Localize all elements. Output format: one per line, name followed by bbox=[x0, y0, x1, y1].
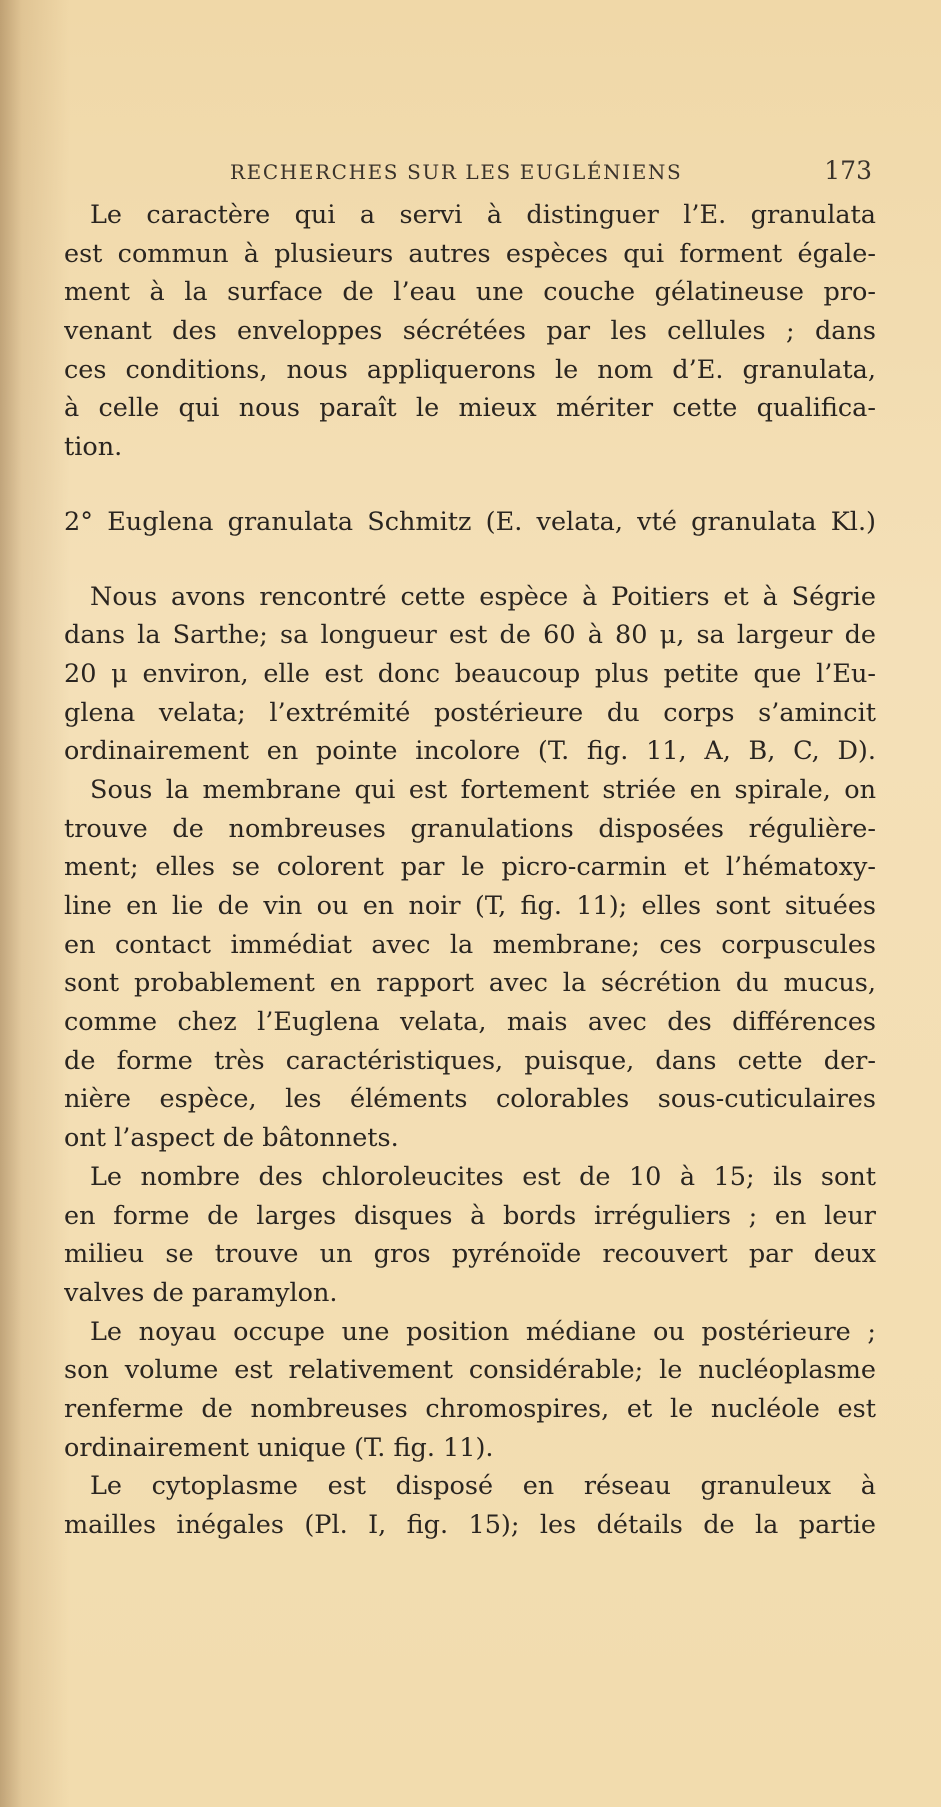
text-line: ment à la surface de l’eau une couche gélatineuse pro- bbox=[64, 277, 876, 308]
text-line: son volume est relativement considérable; le nucléoplasme bbox=[64, 1355, 876, 1386]
paragraph-gap bbox=[64, 467, 876, 503]
text-line: Le caractère qui a servi à distinguer l’E. granulata bbox=[90, 200, 876, 230]
text-line: Le nombre des chloroleucites est de 10 à 15; ils sont bbox=[90, 1161, 876, 1192]
running-title: RECHERCHES SUR LES EUGLÉNIENS bbox=[230, 160, 683, 184]
paragraph-1 bbox=[64, 196, 876, 467]
paragraph-2 bbox=[64, 578, 876, 771]
text-line: ces conditions, nous appliquerons le nom d’E. granulata, bbox=[64, 354, 876, 385]
text-line: milieu se trouve un gros pyrénoïde recouvert par deux bbox=[64, 1239, 876, 1270]
text-line: ordinairement unique (T. fig. 11). bbox=[64, 1432, 494, 1463]
paragraph-3 bbox=[64, 771, 876, 1158]
body-text bbox=[64, 196, 876, 1545]
text-line: renferme de nombreuses chromospires, et le nucléole est bbox=[64, 1393, 876, 1424]
text-line: valves de paramylon. bbox=[64, 1277, 338, 1308]
text-line: 20 μ environ, elle est donc beaucoup plus petite que l’Eu- bbox=[64, 658, 876, 689]
text-line: Nous avons rencontré cette espèce à Poitiers et à Ségrie bbox=[90, 581, 876, 612]
text-line: comme chez l’Euglena velata, mais avec des différences bbox=[64, 1007, 876, 1038]
text-line: est commun à plusieurs autres espèces qui forment égale- bbox=[64, 238, 876, 269]
paragraph-gap bbox=[64, 542, 876, 578]
section-heading: 2° Euglena granulata Schmitz (E. velata, vté granulata Kl.) bbox=[64, 506, 876, 537]
text-line: line en lie de vin ou en noir (T, fig. 11); elles sont situées bbox=[64, 891, 876, 921]
text-line: ordinairement en pointe incolore (T. fig. 11, A, B, C, D). bbox=[64, 736, 876, 767]
text-line: ment; elles se colorent par le picro-carmin et l’hématoxy- bbox=[64, 852, 876, 883]
text-line: Le cytoplasme est disposé en réseau granuleux à bbox=[90, 1471, 876, 1502]
text-line: glena velata; l’extrémité postérieure du corps s’amincit bbox=[64, 697, 876, 728]
text-line: en contact immédiat avec la membrane; ces corpuscules bbox=[64, 929, 876, 960]
text-line: nière espèce, les éléments colorables sous-cuticulaires bbox=[64, 1084, 876, 1115]
text-line: mailles inégales (Pl. I, fig. 15); les détails de la partie bbox=[64, 1510, 876, 1540]
page-number: 173 bbox=[824, 156, 872, 185]
text-line: trouve de nombreuses granulations disposées régulière- bbox=[64, 813, 876, 844]
text-line: en forme de larges disques à bords irréguliers ; en leur bbox=[64, 1200, 876, 1231]
text-line: de forme très caractéristiques, puisque, dans cette der- bbox=[64, 1045, 876, 1076]
text-line: à celle qui nous paraît le mieux mériter cette qualifica- bbox=[64, 393, 876, 424]
text-line: tion. bbox=[64, 432, 123, 463]
text-line: sont probablement en rapport avec la sécrétion du mucus, bbox=[64, 968, 876, 999]
text-line: dans la Sarthe; sa longueur est de 60 à 80 μ, sa largeur de bbox=[64, 620, 876, 651]
text-line: Le noyau occupe une position médiane ou postérieure ; bbox=[90, 1316, 876, 1347]
running-head bbox=[62, 156, 872, 186]
paragraph-4 bbox=[64, 1158, 876, 1313]
paragraph-6 bbox=[64, 1467, 876, 1544]
text-line: ont l’aspect de bâtonnets. bbox=[64, 1123, 399, 1154]
text-line: Sous la membrane qui est fortement striée en spirale, on bbox=[90, 774, 876, 805]
paragraph-5 bbox=[64, 1313, 876, 1468]
text-line: venant des enveloppes sécrétées par les cellules ; dans bbox=[64, 316, 876, 347]
